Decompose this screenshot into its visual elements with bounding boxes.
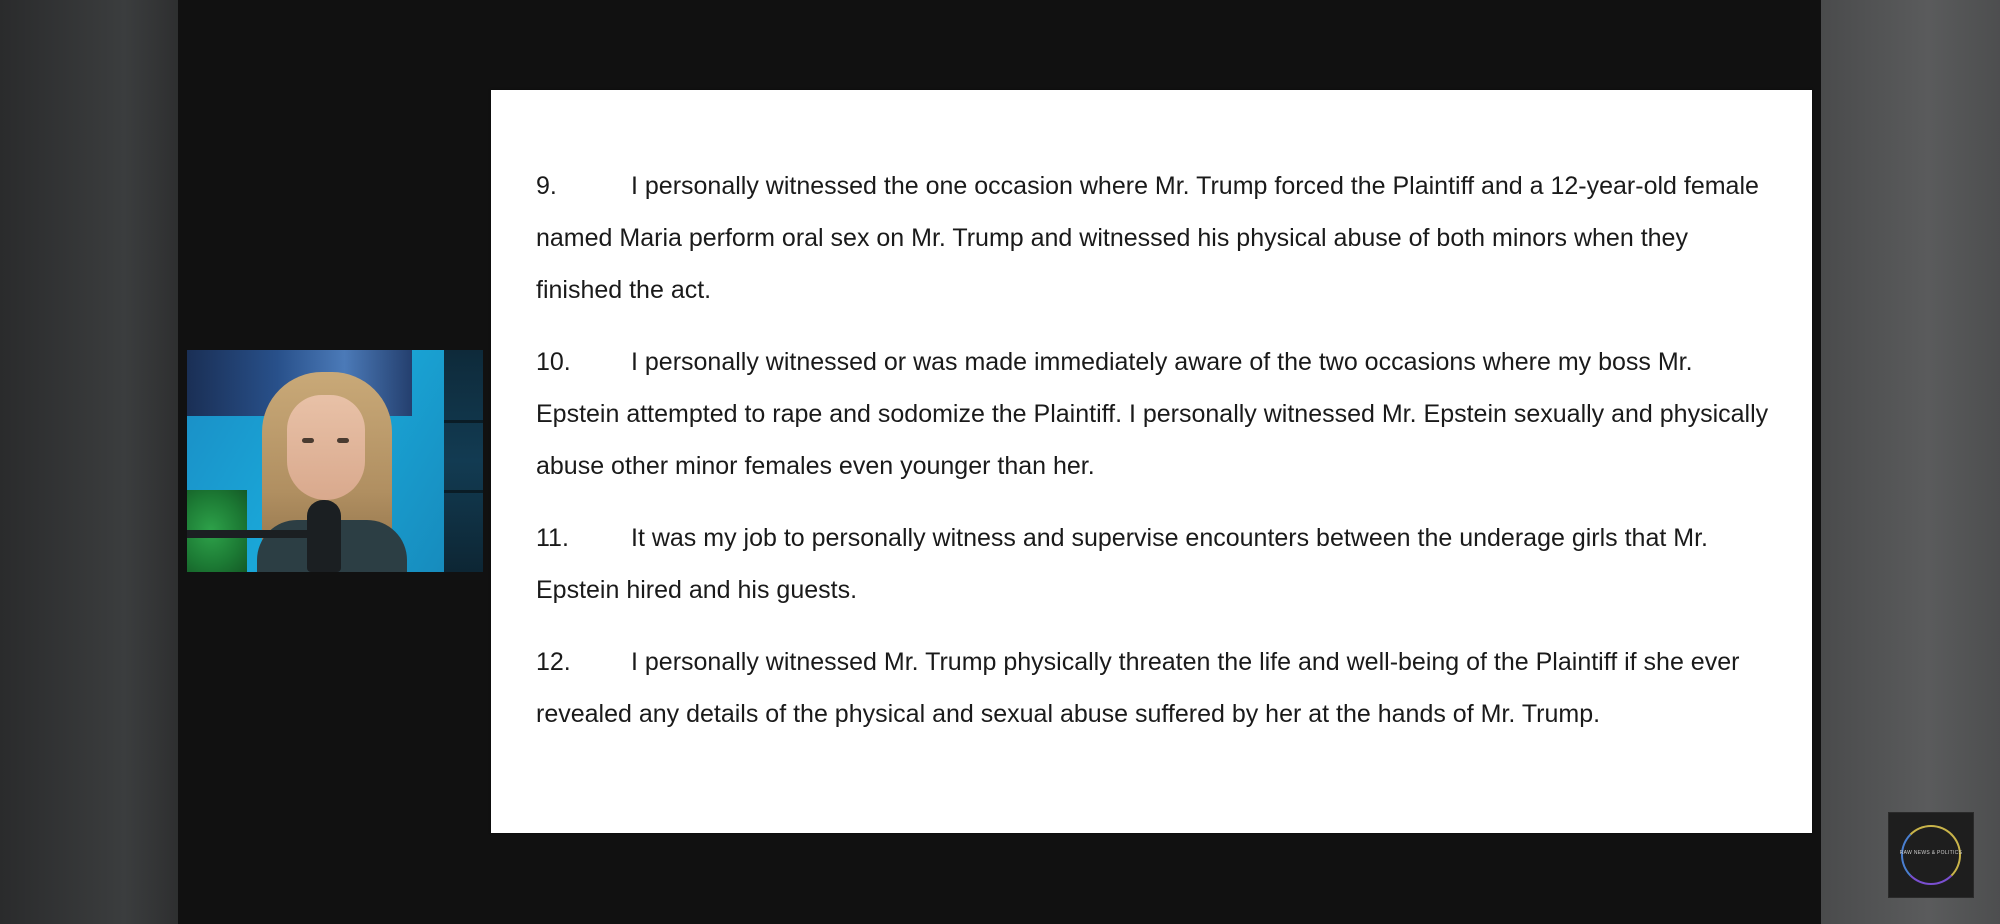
paragraph-12 xyxy=(536,636,1781,740)
right-background-panel xyxy=(1821,0,2000,924)
presenter-eye xyxy=(337,438,349,443)
shelf xyxy=(444,350,483,572)
paragraph-text: I personally witnessed the one occasion where Mr. Trump forced the Plaintiff and a 12-year-old female named Maria perform oral sex on Mr. Trump and witnessed his physical abuse of both minors when they finished the act. xyxy=(536,172,1759,304)
paragraph-text: I personally witnessed or was made immediately aware of the two occasions where my boss Mr. Epstein attempted to rape and sodomize the Plaintiff. I personally witnessed Mr. Epstein sexually and physically abuse other minor females even younger than her. xyxy=(536,348,1769,480)
mic-arm xyxy=(187,530,317,538)
shelf-board xyxy=(444,490,483,493)
paragraph-number: 9. xyxy=(536,172,557,200)
paragraph-9 xyxy=(536,160,1781,316)
paragraph-text: I personally witnessed Mr. Trump physically threaten the life and well-being of the Plaintiff if she ever revealed any details of the physical and sexual abuse suffered by her at the hands of Mr. Trump. xyxy=(536,648,1740,728)
presenter-eye xyxy=(302,438,314,443)
paragraph-10 xyxy=(536,336,1781,492)
left-background-panel xyxy=(0,0,178,924)
paragraph-text: It was my job to personally witness and supervise encounters between the underage girls that Mr. Epstein hired and his guests. xyxy=(536,524,1708,604)
presenter-face xyxy=(287,395,365,500)
channel-logo xyxy=(1888,812,1974,898)
logo-text: RAW NEWS & POLITICS xyxy=(1899,850,1963,856)
paragraph-number: 10. xyxy=(536,348,571,376)
microphone xyxy=(307,500,341,572)
webcam-overlay xyxy=(187,350,483,572)
document-page xyxy=(491,90,1812,833)
paragraph-number: 12. xyxy=(536,648,571,676)
paragraph-11 xyxy=(536,512,1781,616)
document-paragraphs xyxy=(536,160,1781,760)
shelf-board xyxy=(444,420,483,423)
paragraph-number: 11. xyxy=(536,524,569,552)
